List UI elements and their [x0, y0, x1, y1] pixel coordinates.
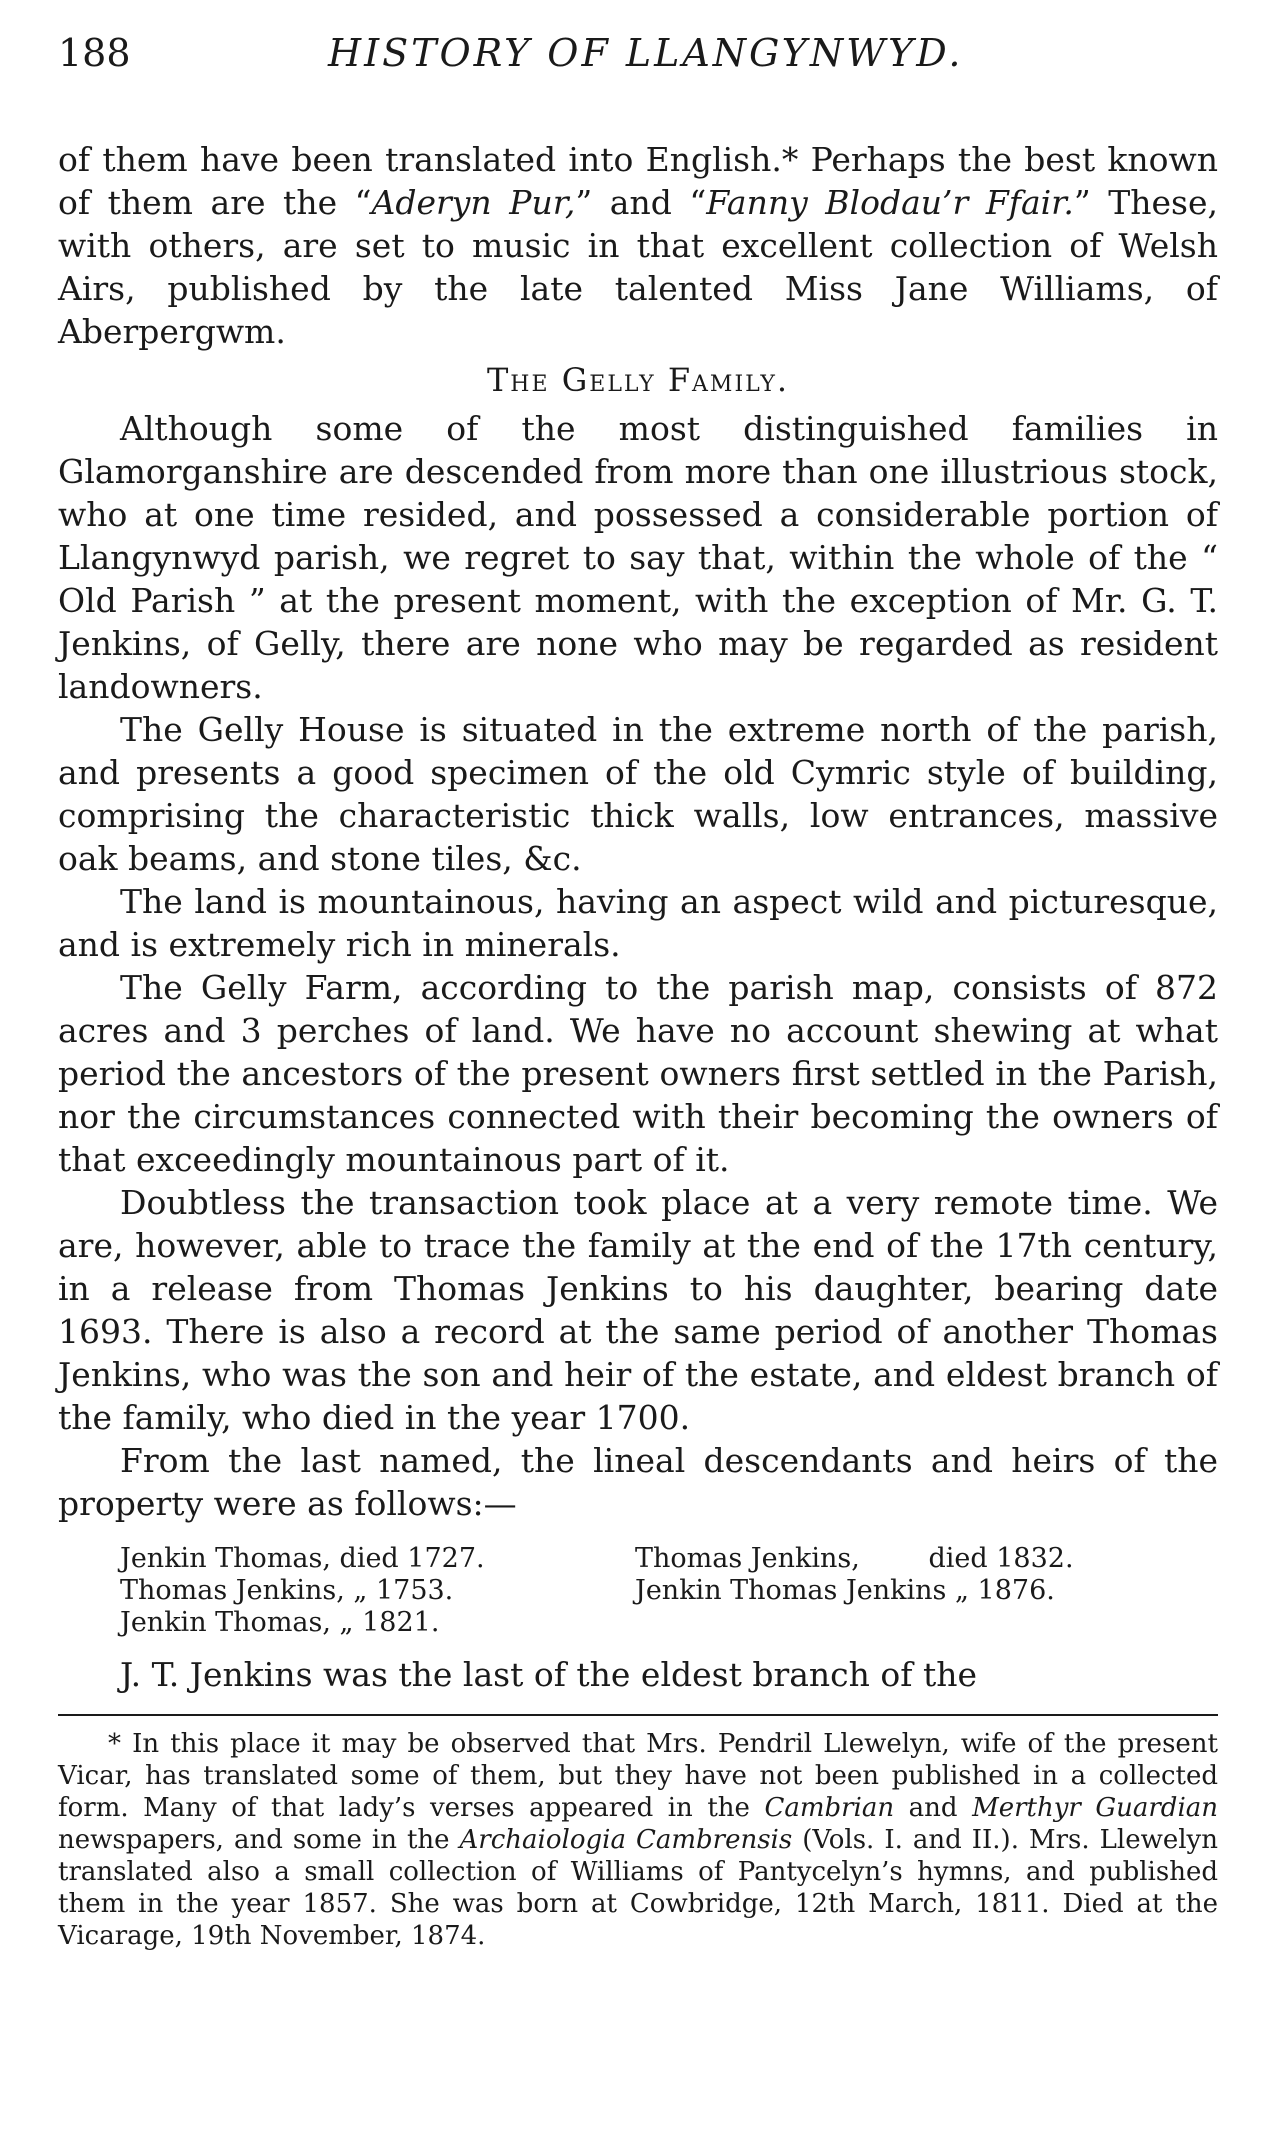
paragraph: J. T. Jenkins was the last of the eldest branch of the — [120, 1655, 978, 1694]
paragraph: The land is mountainous, having an aspect wild and picturesque, and is extremely rich in minerals. — [58, 882, 1218, 964]
section-heading: The Gelly Family. — [486, 361, 790, 399]
footnote-divider — [58, 1714, 1218, 1716]
lineage-entry: Jenkin Thomas, died 1727. — [120, 1543, 485, 1574]
footnote: * In this place it may be observed that Mrs. Pendril Llewelyn, wife of the present Vicar, has translated some of them, but they have not been published in a collected form. Many of that lady’s verses appeared in the Cambrian and Merthyr Guardian newspapers, and some in the Archaiologia Cambrensis (Vols. I. and II.). Mrs. Llewelyn translated also a small collection of Williams of Pantycelyn’s hymns, and published them in the year 1857. She was born at Cowbridge, 12th March, 1811. Died at the Vicarage, 19th November, 1874. — [58, 1729, 1219, 1951]
lineage-entry: Thomas Jenkins, „ 1753. — [120, 1575, 454, 1606]
paragraph: From the last named, the lineal descendants and heirs of the property were as follows:— — [58, 1441, 1218, 1523]
lineage-list — [120, 1543, 1218, 1639]
page-number: 188 — [58, 31, 131, 75]
newspaper-cambrian: Cambrian — [764, 1793, 895, 1823]
lineage-entry: Jenkin Thomas, „ 1821. — [120, 1607, 440, 1638]
paragraph: Although some of the most distinguished families in Glamorganshire are descended from more than one illustrious stock, who at one time resided, and possessed a considerable portion of Llangynwyd parish, we regret to say that, within the whole of the “ Old Parish ” at the present moment, with the exception of Mr. G. T. Jenkins, of Gelly, there are none who may be regarded as resident landowners. — [58, 409, 1218, 706]
paragraph: The Gelly Farm, according to the parish map, consists of 872 acres and 3 perches of land. We have no account shewing at what period the ancestors of the present owners first settled in the Parish, nor the circumstances connected with their becoming the owners of that exceedingly mountainous part of it. — [58, 968, 1218, 1179]
lineage-entry: Thomas Jenkins, died 1832. — [635, 1543, 1074, 1574]
running-title: HISTORY OF LLANGYNWYD. — [328, 31, 964, 75]
paragraph: Doubtless the transaction took place at a very remote time. We are, however, able to trace the family at the end of the 17th century, in a release from Thomas Jenkins to his daughter, bearing date 1693. There is also a record at the same period of another Thomas Jenkins, who was the son and heir of the estate, and eldest branch of the family, who died in the year 1700. — [58, 1183, 1218, 1437]
book-page — [58, 26, 1218, 1952]
lineage-entry: Jenkin Thomas Jenkins „ 1876. — [635, 1575, 1055, 1606]
paragraph: The Gelly House is situated in the extreme north of the parish, and presents a good specimen of the old Cymric style of building, comprising the characteristic thick walls, low entrances, massive oak beams, and stone tiles, &c. — [58, 710, 1218, 878]
newspaper-merthyr-guardian: Merthyr Guardian — [972, 1793, 1219, 1823]
song-title-aderyn-pur: Aderyn Pur, — [371, 183, 576, 222]
song-title-fanny-blodau: Fanny Blodau’r Ffair. — [706, 183, 1074, 222]
body-text — [58, 138, 1218, 1696]
journal-archaiologia-cambrensis: Archaiologia Cambrensis — [459, 1825, 793, 1855]
page-header — [58, 26, 1218, 80]
paragraph-continuation: of them have been translated into English.* Perhaps the best known of them are the “Aderyn Pur,” and “Fanny Blodau’r Ffair.” These, with others, are set to music in that excellent collection of Welsh Airs, published by the late talented Miss Jane Williams, of Aberpergwm. — [58, 140, 1218, 351]
